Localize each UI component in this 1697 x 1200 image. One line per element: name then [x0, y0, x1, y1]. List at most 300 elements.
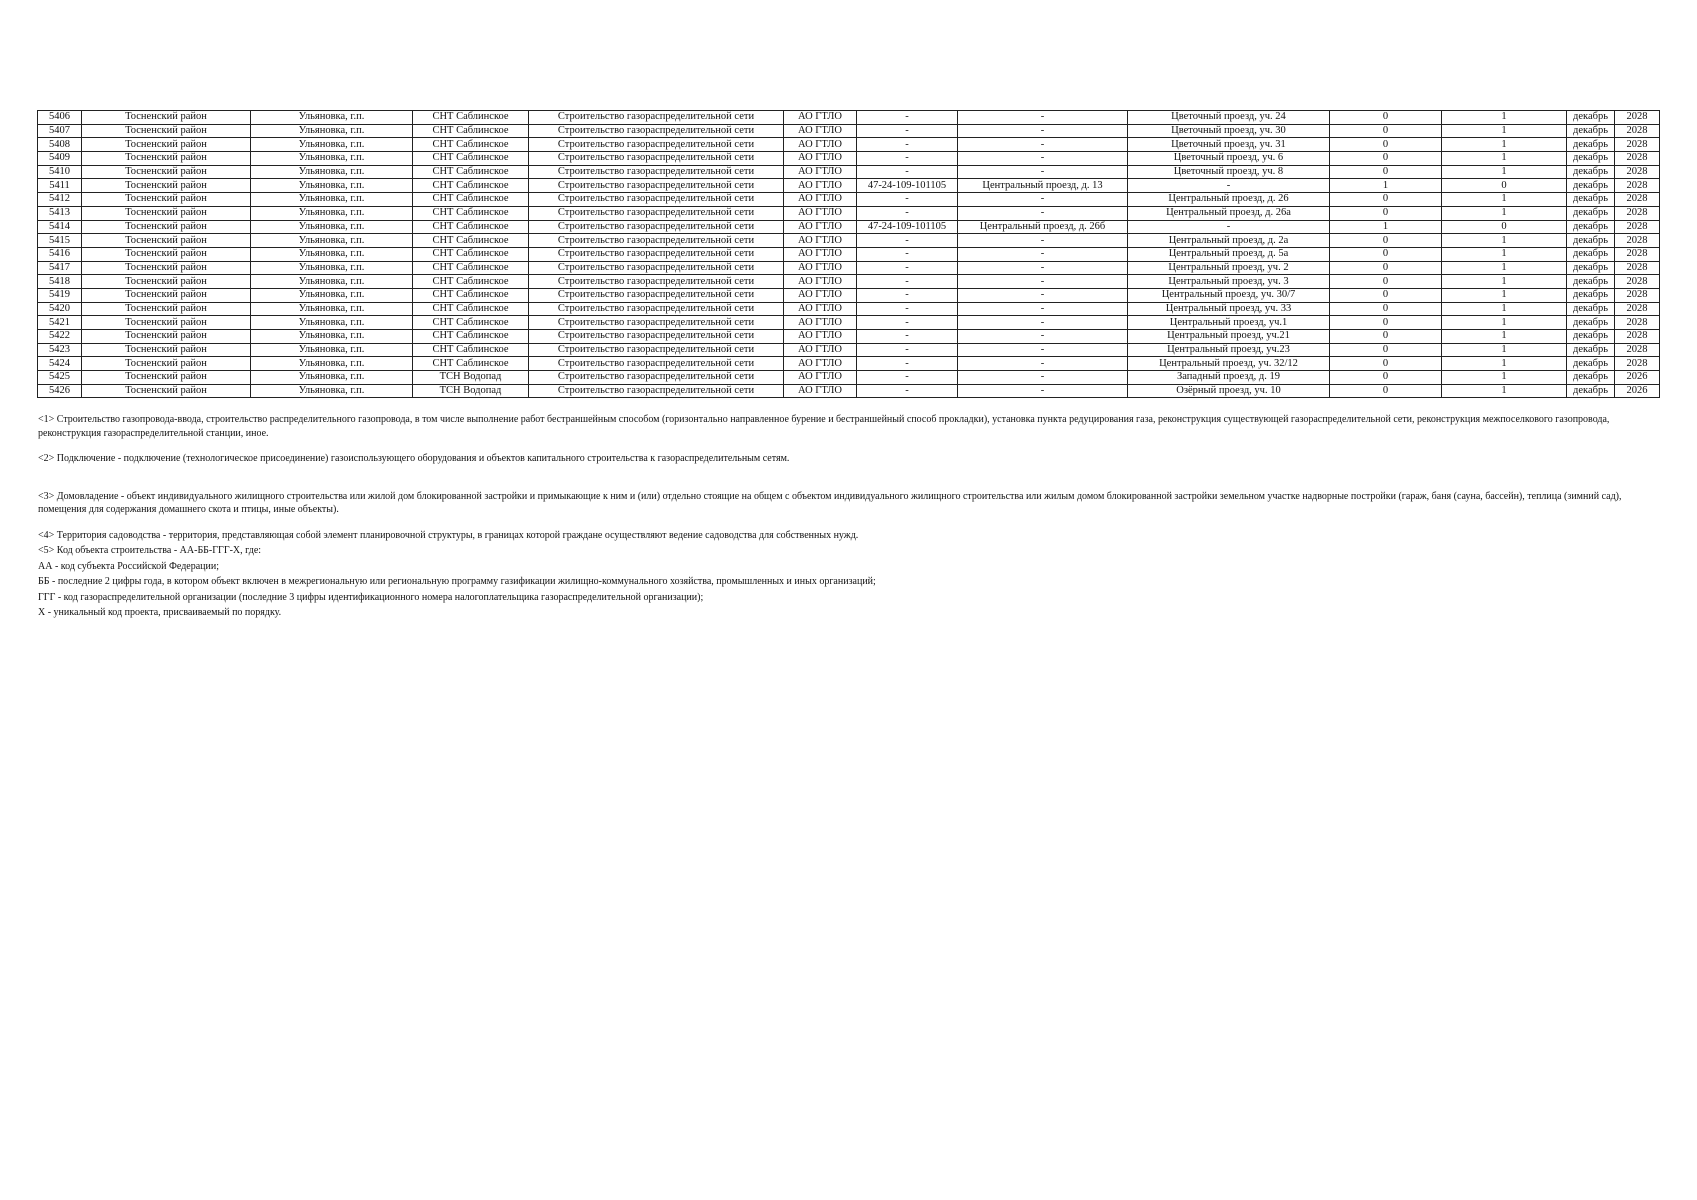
cell-gas-org: АО ГТЛО — [784, 275, 857, 289]
cell-work-type: Строительство газораспределительной сети — [529, 275, 784, 289]
cell-district: Тосненский район — [82, 275, 251, 289]
cell-object-code: - — [857, 302, 958, 316]
cell-household-address: Центральный проезд, уч. 32/12 — [1128, 357, 1330, 371]
cell-object-address: Центральный проезд, д. 13 — [958, 179, 1128, 193]
cell-row-number: 5414 — [38, 220, 82, 234]
cell-district: Тосненский район — [82, 179, 251, 193]
cell-object-address: - — [958, 165, 1128, 179]
cell-object-address: - — [958, 371, 1128, 385]
cell-territory: СНТ Саблинское — [413, 179, 529, 193]
table-row — [38, 152, 1660, 166]
cell-month: декабрь — [1567, 302, 1615, 316]
cell-row-number: 5422 — [38, 330, 82, 344]
footnote-2: <2> Подключение - подключение (технологическое присоединение) газоиспользующего оборудования и объектов капитального строительства к газораспределительным сетям. — [38, 453, 790, 464]
cell-settlement: Ульяновка, г.п. — [251, 179, 413, 193]
cell-month: декабрь — [1567, 275, 1615, 289]
cell-household-address: Западный проезд, д. 19 — [1128, 371, 1330, 385]
cell-year: 2028 — [1615, 234, 1660, 248]
cell-territory: СНТ Саблинское — [413, 343, 529, 357]
cell-territory: СНТ Саблинское — [413, 111, 529, 125]
cell-work-type: Строительство газораспределительной сети — [529, 357, 784, 371]
cell-household-count: 1 — [1442, 330, 1567, 344]
cell-settlement: Ульяновка, г.п. — [251, 357, 413, 371]
cell-month: декабрь — [1567, 111, 1615, 125]
cell-gas-org: АО ГТЛО — [784, 247, 857, 261]
cell-territory: СНТ Саблинское — [413, 165, 529, 179]
cell-household-address: Цветочный проезд, уч. 31 — [1128, 138, 1330, 152]
footnote-4: <4> Территория садоводства - территория, представляющая собой элемент планировочной структуры, в границах которой граждане осуществляют ведение садоводства для собственных нужд. — [38, 529, 859, 541]
cell-row-number: 5416 — [38, 247, 82, 261]
cell-household-address: Центральный проезд, д. 5а — [1128, 247, 1330, 261]
table-row — [38, 371, 1660, 385]
cell-month: декабрь — [1567, 316, 1615, 330]
cell-year: 2028 — [1615, 165, 1660, 179]
cell-object-address: - — [958, 302, 1128, 316]
cell-household-address: Центральный проезд, уч.23 — [1128, 343, 1330, 357]
cell-object-count: 0 — [1330, 247, 1442, 261]
cell-district: Тосненский район — [82, 193, 251, 207]
cell-year: 2028 — [1615, 220, 1660, 234]
cell-object-code: - — [857, 343, 958, 357]
cell-row-number: 5415 — [38, 234, 82, 248]
cell-territory: СНТ Саблинское — [413, 124, 529, 138]
cell-household-address: Цветочный проезд, уч. 24 — [1128, 111, 1330, 125]
cell-territory: СНТ Саблинское — [413, 261, 529, 275]
cell-object-count: 1 — [1330, 179, 1442, 193]
cell-work-type: Строительство газораспределительной сети — [529, 152, 784, 166]
cell-row-number: 5419 — [38, 288, 82, 302]
cell-settlement: Ульяновка, г.п. — [251, 234, 413, 248]
code-definition-ggg: ГГГ - код газораспределительной организации (последние 3 цифры идентификационного номера налогоплательщика газораспределительной организации); — [38, 591, 704, 603]
cell-object-count: 0 — [1330, 302, 1442, 316]
cell-work-type: Строительство газораспределительной сети — [529, 384, 784, 398]
cell-district: Тосненский район — [82, 288, 251, 302]
table-row — [38, 179, 1660, 193]
cell-object-code: - — [857, 371, 958, 385]
cell-household-count: 1 — [1442, 288, 1567, 302]
cell-work-type: Строительство газораспределительной сети — [529, 371, 784, 385]
cell-row-number: 5411 — [38, 179, 82, 193]
table-row — [38, 206, 1660, 220]
cell-gas-org: АО ГТЛО — [784, 384, 857, 398]
cell-object-address: - — [958, 384, 1128, 398]
cell-object-code: - — [857, 247, 958, 261]
cell-gas-org: АО ГТЛО — [784, 220, 857, 234]
cell-work-type: Строительство газораспределительной сети — [529, 193, 784, 207]
cell-settlement: Ульяновка, г.п. — [251, 302, 413, 316]
table-body — [38, 111, 1660, 398]
cell-household-count: 1 — [1442, 165, 1567, 179]
cell-territory: СНТ Саблинское — [413, 138, 529, 152]
cell-year: 2028 — [1615, 316, 1660, 330]
cell-year: 2028 — [1615, 357, 1660, 371]
cell-territory: СНТ Саблинское — [413, 316, 529, 330]
cell-object-address: - — [958, 343, 1128, 357]
cell-row-number: 5417 — [38, 261, 82, 275]
cell-gas-org: АО ГТЛО — [784, 111, 857, 125]
cell-row-number: 5425 — [38, 371, 82, 385]
cell-object-address: - — [958, 111, 1128, 125]
cell-object-code: - — [857, 357, 958, 371]
cell-settlement: Ульяновка, г.п. — [251, 288, 413, 302]
cell-household-count: 1 — [1442, 234, 1567, 248]
cell-settlement: Ульяновка, г.п. — [251, 138, 413, 152]
cell-object-count: 1 — [1330, 220, 1442, 234]
cell-work-type: Строительство газораспределительной сети — [529, 220, 784, 234]
cell-household-count: 1 — [1442, 275, 1567, 289]
cell-household-count: 1 — [1442, 261, 1567, 275]
cell-territory: ТСН Водопад — [413, 371, 529, 385]
cell-row-number: 5426 — [38, 384, 82, 398]
cell-household-address: Центральный проезд, д. 26 — [1128, 193, 1330, 207]
cell-year: 2028 — [1615, 206, 1660, 220]
cell-object-code: - — [857, 138, 958, 152]
cell-settlement: Ульяновка, г.п. — [251, 124, 413, 138]
cell-month: декабрь — [1567, 124, 1615, 138]
cell-month: декабрь — [1567, 193, 1615, 207]
cell-work-type: Строительство газораспределительной сети — [529, 179, 784, 193]
table-row — [38, 343, 1660, 357]
cell-year: 2028 — [1615, 247, 1660, 261]
cell-object-address: - — [958, 330, 1128, 344]
cell-work-type: Строительство газораспределительной сети — [529, 111, 784, 125]
cell-household-count: 1 — [1442, 371, 1567, 385]
cell-household-count: 1 — [1442, 247, 1567, 261]
cell-settlement: Ульяновка, г.п. — [251, 220, 413, 234]
cell-month: декабрь — [1567, 234, 1615, 248]
cell-gas-org: АО ГТЛО — [784, 261, 857, 275]
cell-row-number: 5407 — [38, 124, 82, 138]
gasification-table — [37, 110, 1660, 398]
cell-row-number: 5423 — [38, 343, 82, 357]
code-definition-bb: ББ - последние 2 цифры года, в котором объект включен в межрегиональную или региональную программу газификации жилищно-коммунального хозяйства, промышленных и иных организаций; — [38, 576, 876, 587]
cell-work-type: Строительство газораспределительной сети — [529, 234, 784, 248]
cell-object-count: 0 — [1330, 371, 1442, 385]
table-row — [38, 138, 1660, 152]
cell-row-number: 5410 — [38, 165, 82, 179]
cell-household-address: Цветочный проезд, уч. 6 — [1128, 152, 1330, 166]
cell-object-count: 0 — [1330, 234, 1442, 248]
table-row — [38, 247, 1660, 261]
cell-year: 2028 — [1615, 111, 1660, 125]
table-row — [38, 193, 1660, 207]
table-row — [38, 316, 1660, 330]
cell-settlement: Ульяновка, г.п. — [251, 384, 413, 398]
cell-household-address: - — [1128, 179, 1330, 193]
cell-household-count: 1 — [1442, 193, 1567, 207]
cell-gas-org: АО ГТЛО — [784, 124, 857, 138]
cell-household-address: Центральный проезд, уч.1 — [1128, 316, 1330, 330]
cell-household-count: 1 — [1442, 343, 1567, 357]
cell-work-type: Строительство газораспределительной сети — [529, 288, 784, 302]
cell-gas-org: АО ГТЛО — [784, 234, 857, 248]
cell-work-type: Строительство газораспределительной сети — [529, 330, 784, 344]
cell-district: Тосненский район — [82, 124, 251, 138]
cell-settlement: Ульяновка, г.п. — [251, 193, 413, 207]
cell-territory: СНТ Саблинское — [413, 206, 529, 220]
table-row — [38, 288, 1660, 302]
cell-household-count: 1 — [1442, 357, 1567, 371]
cell-household-count: 1 — [1442, 124, 1567, 138]
cell-settlement: Ульяновка, г.п. — [251, 330, 413, 344]
cell-household-address: Центральный проезд, д. 26а — [1128, 206, 1330, 220]
cell-month: декабрь — [1567, 138, 1615, 152]
cell-month: декабрь — [1567, 152, 1615, 166]
table-row — [38, 220, 1660, 234]
table-row — [38, 111, 1660, 125]
cell-household-count: 1 — [1442, 302, 1567, 316]
cell-district: Тосненский район — [82, 247, 251, 261]
cell-district: Тосненский район — [82, 316, 251, 330]
cell-territory: СНТ Саблинское — [413, 288, 529, 302]
cell-district: Тосненский район — [82, 234, 251, 248]
cell-gas-org: АО ГТЛО — [784, 179, 857, 193]
cell-month: декабрь — [1567, 330, 1615, 344]
cell-settlement: Ульяновка, г.п. — [251, 316, 413, 330]
cell-month: декабрь — [1567, 247, 1615, 261]
cell-row-number: 5412 — [38, 193, 82, 207]
cell-month: декабрь — [1567, 357, 1615, 371]
cell-object-count: 0 — [1330, 384, 1442, 398]
cell-household-count: 1 — [1442, 111, 1567, 125]
cell-gas-org: АО ГТЛО — [784, 316, 857, 330]
cell-object-code: - — [857, 124, 958, 138]
cell-month: декабрь — [1567, 288, 1615, 302]
cell-month: декабрь — [1567, 261, 1615, 275]
cell-settlement: Ульяновка, г.п. — [251, 111, 413, 125]
cell-household-count: 1 — [1442, 384, 1567, 398]
cell-district: Тосненский район — [82, 206, 251, 220]
cell-household-address: Озёрный проезд, уч. 10 — [1128, 384, 1330, 398]
footnote-1: <1> Строительство газопровода-ввода, строительство распределительного газопровода, в том числе выполнение работ бестраншейным способом (горизонтально направленное бурение и бестраншейный способ прокладки), установка пункта редуцирования газа, реконструкция существующей газораспределительной сети, реконструкция межпоселкового газопровода, реконструкция газораспределительной станции, иное. — [38, 414, 1610, 439]
cell-object-count: 0 — [1330, 343, 1442, 357]
cell-household-count: 0 — [1442, 220, 1567, 234]
cell-object-address: Центральный проезд, д. 26б — [958, 220, 1128, 234]
cell-object-code: - — [857, 111, 958, 125]
cell-territory: СНТ Саблинское — [413, 234, 529, 248]
cell-settlement: Ульяновка, г.п. — [251, 371, 413, 385]
cell-month: декабрь — [1567, 220, 1615, 234]
cell-object-count: 0 — [1330, 152, 1442, 166]
cell-district: Тосненский район — [82, 138, 251, 152]
cell-gas-org: АО ГТЛО — [784, 206, 857, 220]
cell-gas-org: АО ГТЛО — [784, 371, 857, 385]
cell-object-count: 0 — [1330, 206, 1442, 220]
cell-object-count: 0 — [1330, 316, 1442, 330]
cell-district: Тосненский район — [82, 343, 251, 357]
cell-household-address: - — [1128, 220, 1330, 234]
cell-object-count: 0 — [1330, 288, 1442, 302]
cell-year: 2028 — [1615, 330, 1660, 344]
cell-territory: СНТ Саблинское — [413, 152, 529, 166]
cell-object-code: - — [857, 384, 958, 398]
table-row — [38, 330, 1660, 344]
cell-object-count: 0 — [1330, 124, 1442, 138]
cell-work-type: Строительство газораспределительной сети — [529, 138, 784, 152]
cell-row-number: 5418 — [38, 275, 82, 289]
cell-year: 2026 — [1615, 384, 1660, 398]
cell-object-address: - — [958, 247, 1128, 261]
cell-work-type: Строительство газораспределительной сети — [529, 316, 784, 330]
cell-object-count: 0 — [1330, 357, 1442, 371]
cell-gas-org: АО ГТЛО — [784, 288, 857, 302]
cell-household-address: Центральный проезд, уч. 3 — [1128, 275, 1330, 289]
cell-district: Тосненский район — [82, 111, 251, 125]
cell-work-type: Строительство газораспределительной сети — [529, 165, 784, 179]
cell-object-address: - — [958, 124, 1128, 138]
cell-year: 2028 — [1615, 275, 1660, 289]
cell-object-code: - — [857, 330, 958, 344]
cell-gas-org: АО ГТЛО — [784, 343, 857, 357]
cell-year: 2028 — [1615, 343, 1660, 357]
cell-settlement: Ульяновка, г.п. — [251, 165, 413, 179]
cell-territory: СНТ Саблинское — [413, 193, 529, 207]
cell-household-address: Цветочный проезд, уч. 8 — [1128, 165, 1330, 179]
cell-work-type: Строительство газораспределительной сети — [529, 302, 784, 316]
cell-object-address: - — [958, 234, 1128, 248]
cell-year: 2028 — [1615, 302, 1660, 316]
cell-object-count: 0 — [1330, 138, 1442, 152]
cell-territory: ТСН Водопад — [413, 384, 529, 398]
cell-object-count: 0 — [1330, 330, 1442, 344]
cell-household-address: Центральный проезд, уч. 2 — [1128, 261, 1330, 275]
cell-settlement: Ульяновка, г.п. — [251, 343, 413, 357]
cell-gas-org: АО ГТЛО — [784, 357, 857, 371]
cell-household-address: Центральный проезд, уч. 33 — [1128, 302, 1330, 316]
code-definition-aa: АА - код субъекта Российской Федерации; — [38, 560, 219, 572]
cell-district: Тосненский район — [82, 220, 251, 234]
cell-object-address: - — [958, 357, 1128, 371]
cell-row-number: 5420 — [38, 302, 82, 316]
cell-household-count: 1 — [1442, 316, 1567, 330]
cell-gas-org: АО ГТЛО — [784, 302, 857, 316]
cell-gas-org: АО ГТЛО — [784, 152, 857, 166]
cell-territory: СНТ Саблинское — [413, 330, 529, 344]
cell-territory: СНТ Саблинское — [413, 357, 529, 371]
cell-district: Тосненский район — [82, 357, 251, 371]
cell-month: декабрь — [1567, 343, 1615, 357]
cell-district: Тосненский район — [82, 302, 251, 316]
cell-row-number: 5421 — [38, 316, 82, 330]
cell-territory: СНТ Саблинское — [413, 247, 529, 261]
cell-object-code: - — [857, 275, 958, 289]
footnote-5: <5> Код объекта строительства - АА-ББ-ГГГ-Х, где: — [38, 545, 262, 556]
cell-object-count: 0 — [1330, 275, 1442, 289]
cell-territory: СНТ Саблинское — [413, 302, 529, 316]
cell-district: Тосненский район — [82, 330, 251, 344]
cell-household-address: Центральный проезд, уч. 30/7 — [1128, 288, 1330, 302]
cell-year: 2028 — [1615, 124, 1660, 138]
cell-row-number: 5424 — [38, 357, 82, 371]
cell-work-type: Строительство газораспределительной сети — [529, 124, 784, 138]
cell-district: Тосненский район — [82, 152, 251, 166]
table-row — [38, 234, 1660, 248]
cell-object-address: - — [958, 275, 1128, 289]
cell-settlement: Ульяновка, г.п. — [251, 206, 413, 220]
cell-object-address: - — [958, 316, 1128, 330]
cell-month: декабрь — [1567, 206, 1615, 220]
cell-month: декабрь — [1567, 384, 1615, 398]
cell-object-count: 0 — [1330, 193, 1442, 207]
table-row — [38, 261, 1660, 275]
cell-work-type: Строительство газораспределительной сети — [529, 343, 784, 357]
cell-gas-org: АО ГТЛО — [784, 138, 857, 152]
code-definition-x: Х - уникальный код проекта, присваиваемый по порядку. — [38, 607, 282, 618]
table-row — [38, 124, 1660, 138]
cell-year: 2028 — [1615, 261, 1660, 275]
footnotes — [38, 413, 1660, 620]
cell-object-count: 0 — [1330, 111, 1442, 125]
cell-gas-org: АО ГТЛО — [784, 165, 857, 179]
cell-settlement: Ульяновка, г.п. — [251, 261, 413, 275]
cell-work-type: Строительство газораспределительной сети — [529, 261, 784, 275]
footnote-3: <3> Домовладение - объект индивидуального жилищного строительства или жилой дом блокированной застройки и примыкающие к ним и (или) отдельно стоящие на общем с объектом индивидуального жилищного строительства или жилым домом блокированной застройки земельном участке надворные постройки (гараж, баня (сауна, бассейн), теплица (зимний сад), помещения для содержания домашнего скота и птицы, иные объекты). — [38, 490, 1622, 515]
table-row — [38, 302, 1660, 316]
cell-work-type: Строительство газораспределительной сети — [529, 247, 784, 261]
cell-row-number: 5413 — [38, 206, 82, 220]
cell-month: декабрь — [1567, 371, 1615, 385]
cell-territory: СНТ Саблинское — [413, 220, 529, 234]
cell-district: Тосненский район — [82, 261, 251, 275]
cell-year: 2028 — [1615, 288, 1660, 302]
table-row — [38, 384, 1660, 398]
cell-household-address: Центральный проезд, уч.21 — [1128, 330, 1330, 344]
cell-object-code: - — [857, 152, 958, 166]
cell-settlement: Ульяновка, г.п. — [251, 152, 413, 166]
cell-object-code: - — [857, 316, 958, 330]
cell-row-number: 5409 — [38, 152, 82, 166]
cell-household-count: 1 — [1442, 152, 1567, 166]
cell-object-code: - — [857, 206, 958, 220]
cell-object-code: - — [857, 234, 958, 248]
cell-territory: СНТ Саблинское — [413, 275, 529, 289]
cell-month: декабрь — [1567, 179, 1615, 193]
cell-work-type: Строительство газораспределительной сети — [529, 206, 784, 220]
table-row — [38, 165, 1660, 179]
cell-object-code: 47-24-109-101105 — [857, 220, 958, 234]
cell-district: Тосненский район — [82, 165, 251, 179]
cell-month: декабрь — [1567, 165, 1615, 179]
cell-object-code: - — [857, 288, 958, 302]
cell-gas-org: АО ГТЛО — [784, 330, 857, 344]
cell-household-count: 0 — [1442, 179, 1567, 193]
cell-object-count: 0 — [1330, 261, 1442, 275]
cell-object-code: - — [857, 193, 958, 207]
cell-object-address: - — [958, 193, 1128, 207]
cell-district: Тосненский район — [82, 384, 251, 398]
cell-district: Тосненский район — [82, 371, 251, 385]
cell-household-count: 1 — [1442, 138, 1567, 152]
cell-year: 2028 — [1615, 179, 1660, 193]
cell-year: 2026 — [1615, 371, 1660, 385]
cell-year: 2028 — [1615, 152, 1660, 166]
cell-settlement: Ульяновка, г.п. — [251, 247, 413, 261]
cell-object-code: - — [857, 165, 958, 179]
cell-object-code: 47-24-109-101105 — [857, 179, 958, 193]
cell-object-address: - — [958, 206, 1128, 220]
cell-household-address: Центральный проезд, д. 2а — [1128, 234, 1330, 248]
cell-object-address: - — [958, 261, 1128, 275]
cell-year: 2028 — [1615, 193, 1660, 207]
cell-object-code: - — [857, 261, 958, 275]
cell-household-address: Цветочный проезд, уч. 30 — [1128, 124, 1330, 138]
cell-household-count: 1 — [1442, 206, 1567, 220]
table-row — [38, 357, 1660, 371]
cell-object-address: - — [958, 138, 1128, 152]
cell-row-number: 5406 — [38, 111, 82, 125]
cell-object-count: 0 — [1330, 165, 1442, 179]
cell-gas-org: АО ГТЛО — [784, 193, 857, 207]
